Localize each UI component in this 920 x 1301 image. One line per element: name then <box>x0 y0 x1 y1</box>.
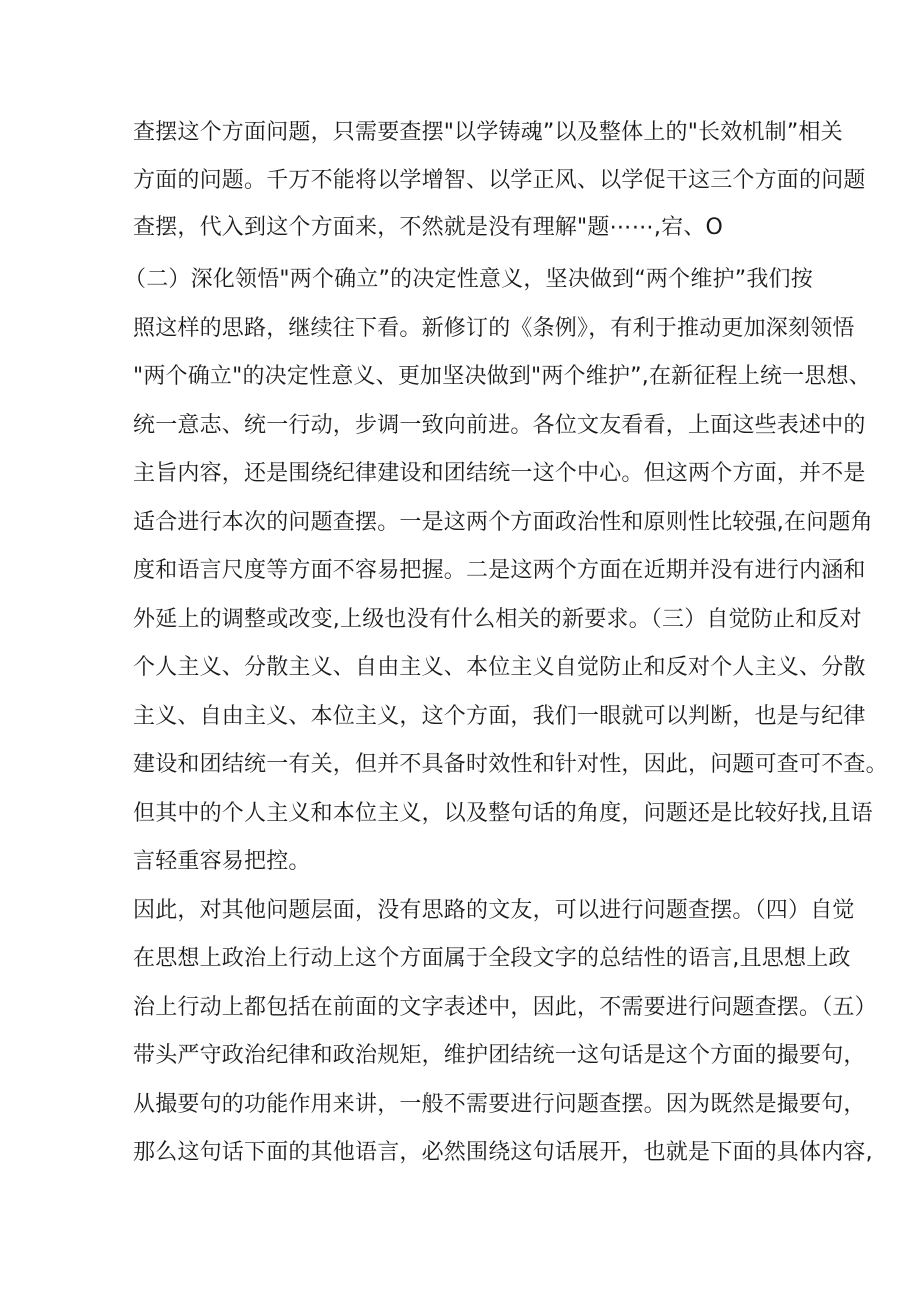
text-line: "两个确立"的决定性意义、更加坚决做到"两个维护”,在新征程上统一思想、 <box>133 364 871 389</box>
text-line: 统一意志、统一行动，步调一致向前进。各位文友看看，上面这些表述中的 <box>133 413 866 438</box>
text-line: 言轻重容易把控。 <box>133 849 311 874</box>
text-line: 主义、自由主义、本位主义，这个方面，我们一眼就可以判断，也是与纪律 <box>133 704 866 729</box>
text-line: 适合进行本次的问题查摆。一是这两个方面政治性和原则性比较强,在问题角 <box>133 510 873 535</box>
text-line: 外延上的调整或改变,上级也没有什么相关的新要求。（三）自觉防止和反对 <box>133 607 862 632</box>
text-line: 方面的问题。千万不能将以学增智、以学正风、以学促干这三个方面的问题 <box>133 168 866 193</box>
text-line: 主旨内容，还是围绕纪律建设和团结统一这个中心。但这两个方面，并不是 <box>133 461 866 486</box>
text-line: 从撮要句的功能作用来讲，一般不需要进行问题查摆。因为既然是撮要句， <box>133 1092 866 1117</box>
text-line: 个人主义、分散主义、自由主义、本位主义自觉防止和反对个人主义、分散 <box>133 655 866 680</box>
text-line: 建设和团结统一有关，但并不具备时效性和针对性，因此，问题可查可不查。 <box>133 752 888 777</box>
text-line: 查摆这个方面问题，只需要查摆"以学铸魂”以及整体上的"长效机制”相关 <box>133 120 843 145</box>
text-line: 但其中的个人主义和本位主义，以及整句话的角度，问题还是比较好找,且语 <box>133 801 873 826</box>
text-line: 因此，对其他问题层面，没有思路的文友，可以进行问题查摆。（四）自觉 <box>133 898 855 923</box>
text-line: 照这样的思路，继续往下看。新修订的《条例》，有利于推动更加深刻领悟 <box>133 316 855 341</box>
text-line: 在思想上政治上行动上这个方面属于全段文字的总结性的语言,且思想上政 <box>133 946 851 971</box>
text-line: 查摆，代入到这个方面来，不然就是没有理解"题⋯⋯,宕、O <box>133 215 724 240</box>
text-line: 治上行动上都包括在前面的文字表述中，因此，不需要进行问题查摆。（五） <box>133 995 877 1020</box>
text-line: 度和语言尺度等方面不容易把握。二是这两个方面在近期并没有进行内涵和 <box>133 558 866 583</box>
text-line: 带头严守政治纪律和政治规矩，维护团结统一这句话是这个方面的撮要句， <box>133 1043 866 1068</box>
text-line: 那么这句话下面的其他语言，必然围绕这句话展开，也就是下面的具体内容, <box>133 1140 873 1165</box>
section-heading-line: （二）深化领悟"两个确立”的决定性意义，坚决做到“两个维护”我们按 <box>124 267 813 292</box>
